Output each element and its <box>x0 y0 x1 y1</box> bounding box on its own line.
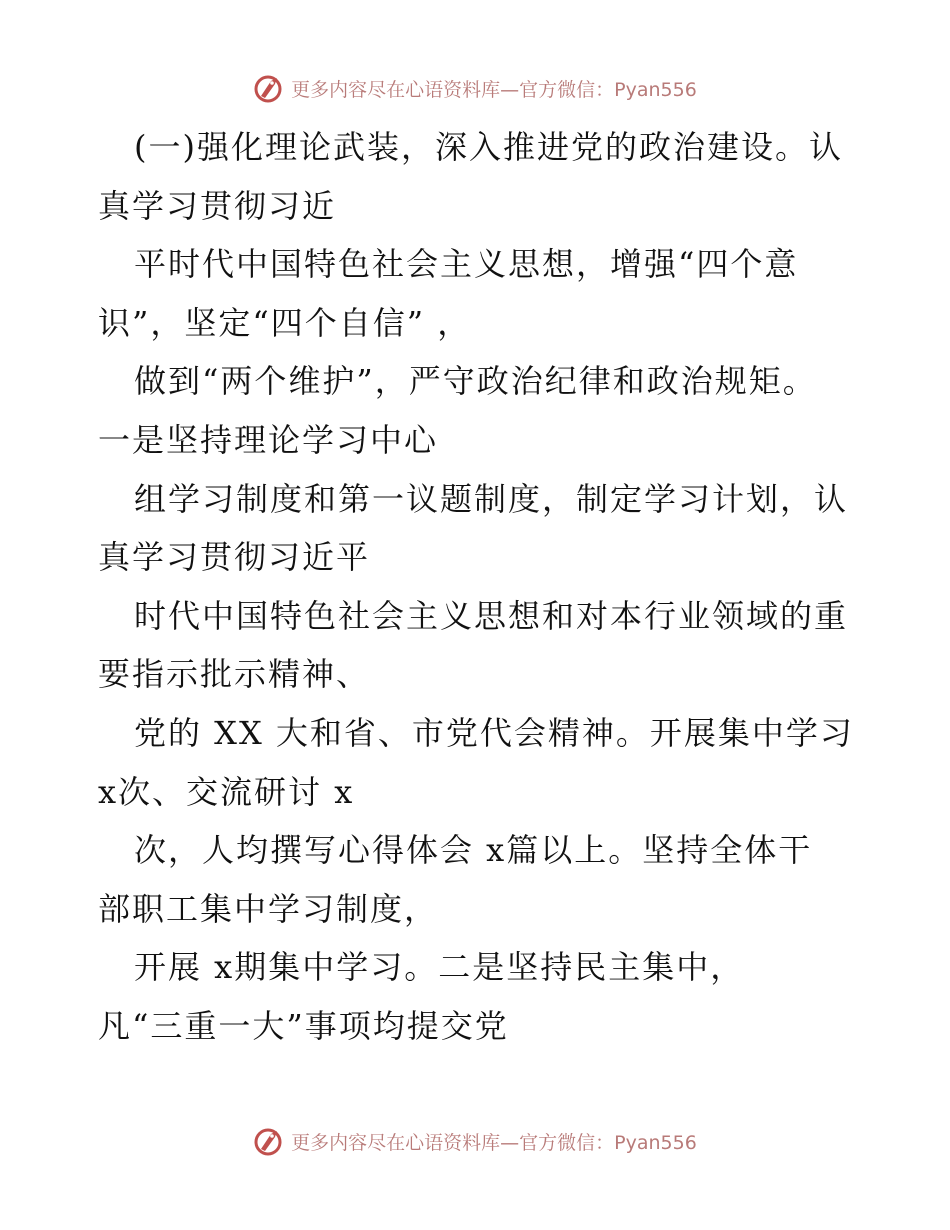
body-line: 真学习贯彻习近平 <box>98 538 371 577</box>
footer-banner-text: 更多内容尽在心语资料库—官方微信：Pyan556 <box>291 1131 697 1154</box>
body-line: 次，人均撰写心得体会 x篇以上。坚持全体干 <box>134 831 813 870</box>
body-line: 要指示批示精神、 <box>98 655 371 694</box>
body-line: 平时代中国特色社会主义思想，增强“四个意 <box>134 245 799 284</box>
body-line: 凡“三重一大”事项均提交党 <box>98 1006 509 1045</box>
body-line: 识”，坚定“四个自信” ， <box>98 303 472 342</box>
body-line: 时代中国特色社会主义思想和对本行业领域的重 <box>134 596 849 635</box>
body-line: (一)强化理论武装，深入推进党的政治建设。认 <box>134 128 843 166</box>
body-line: 一是坚持理论学习中心 <box>98 420 439 459</box>
body-line: 做到“两个维护”，严守政治纪律和政治规矩。 <box>134 362 817 401</box>
body-line: 部职工集中学习制度， <box>98 889 439 928</box>
document-body <box>98 118 858 1056</box>
pen-nib-circle-icon <box>253 1125 285 1157</box>
pen-nib-circle-icon <box>253 72 285 104</box>
header-banner-text: 更多内容尽在心语资料库—官方微信：Pyan556 <box>291 78 697 101</box>
body-line: 党的 XX 大和省、市党代会精神。开展集中学习 <box>134 713 854 752</box>
body-line: 真学习贯彻习近 <box>98 186 337 225</box>
body-line: 开展 x期集中学习。二是坚持民主集中， <box>134 948 745 987</box>
body-line: x次、交流研讨 x <box>98 772 355 811</box>
footer-banner <box>0 1121 950 1161</box>
header-banner <box>0 68 950 108</box>
body-line: 组学习制度和第一议题制度，制定学习计划，认 <box>134 479 849 518</box>
